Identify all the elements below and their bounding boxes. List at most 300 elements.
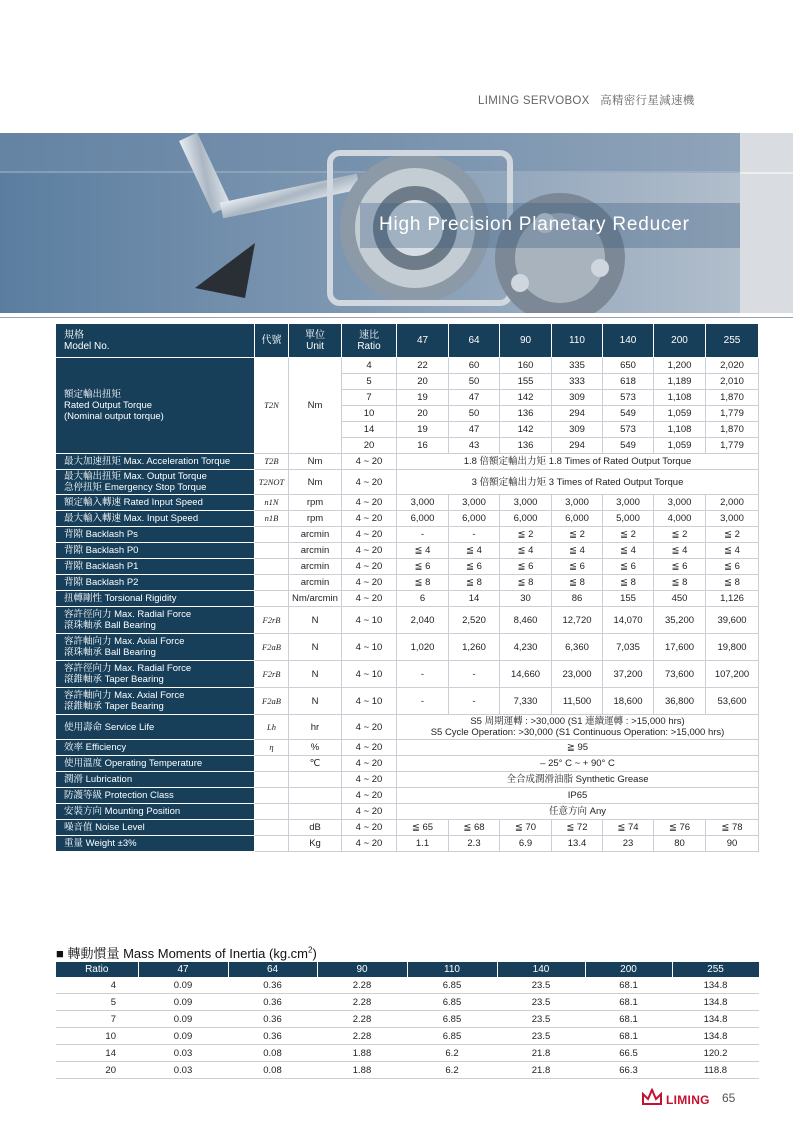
value-cell: 73,600 — [654, 661, 706, 688]
ratio-cell: 4 ~ 10 — [342, 634, 397, 661]
ratio-cell: 4 ~ 20 — [342, 772, 397, 788]
value-cell: 0.09 — [138, 977, 228, 994]
unit-cell: N — [289, 607, 342, 634]
value-cell: 160 — [500, 358, 552, 374]
table-row — [56, 1062, 759, 1079]
value-cell: 12,720 — [552, 607, 603, 634]
value-cell: - — [397, 688, 449, 715]
value-cell: – 25° C ~ + 90° C — [397, 756, 759, 772]
value-cell: 134.8 — [672, 977, 759, 994]
header-code: 代號 — [255, 324, 289, 358]
value-cell: IP65 — [397, 788, 759, 804]
value-cell: 618 — [603, 374, 654, 390]
value-cell: 0.36 — [228, 977, 317, 994]
value-cell: 66.5 — [585, 1045, 672, 1062]
max-speed-label: 最大輸入轉速 Max. Input Speed — [56, 511, 255, 527]
value-cell: ≦ 6 — [552, 559, 603, 575]
radial-ball-label: 容許徑向力 Max. Radial Force 滾珠軸承 Ball Bearing — [56, 607, 255, 634]
value-cell: 0.36 — [228, 994, 317, 1011]
header-size: 90 — [500, 324, 552, 358]
value-cell: 2,000 — [706, 495, 759, 511]
ratio-cell: 4 ~ 20 — [342, 559, 397, 575]
value-cell: 3,000 — [500, 495, 552, 511]
code-cell: T2B — [255, 454, 289, 470]
value-cell: 549 — [603, 438, 654, 454]
value-cell: ≦ 6 — [449, 559, 500, 575]
value-cell: ≦ 70 — [500, 820, 552, 836]
axial-ball-label: 容許軸向力 Max. Axial Force 滾珠軸承 Ball Bearing — [56, 634, 255, 661]
spec-header-row — [56, 324, 759, 358]
value-cell: 6.2 — [407, 1062, 497, 1079]
backlash-p0-label: 背隙 Backlash P0 — [56, 543, 255, 559]
header-ratio: 速比 Ratio — [342, 324, 397, 358]
header-size: 110 — [552, 324, 603, 358]
ratio-cell: 4 ~ 20 — [342, 804, 397, 820]
table-row — [56, 634, 759, 661]
value-cell: 13.4 — [552, 836, 603, 852]
value-cell: 1,059 — [654, 438, 706, 454]
value-cell: 1.1 — [397, 836, 449, 852]
value-cell: 1.88 — [317, 1062, 407, 1079]
value-cell: ≦ 72 — [552, 820, 603, 836]
noise-label: 噪音值 Noise Level — [56, 820, 255, 836]
unit-cell — [289, 788, 342, 804]
code-cell — [255, 559, 289, 575]
code-cell: Lh — [255, 715, 289, 740]
value-cell: 6.85 — [407, 1011, 497, 1028]
value-cell: 22 — [397, 358, 449, 374]
value-cell: 0.36 — [228, 1028, 317, 1045]
value-cell: ≦ 4 — [706, 543, 759, 559]
table-row — [56, 527, 759, 543]
unit-cell: arcmin — [289, 575, 342, 591]
code-cell — [255, 804, 289, 820]
mounting-label: 安裝方向 Mounting Position — [56, 804, 255, 820]
value-cell: 1.88 — [317, 1045, 407, 1062]
value-cell: 2,520 — [449, 607, 500, 634]
ratio-cell: 4 ~ 10 — [342, 661, 397, 688]
unit-cell — [289, 804, 342, 820]
ratio-cell: 4 ~ 20 — [342, 511, 397, 527]
code-cell — [255, 543, 289, 559]
ratio-cell: 4 ~ 20 — [342, 756, 397, 772]
value-cell: ≦ 6 — [603, 559, 654, 575]
unit-cell: N — [289, 688, 342, 715]
ratio-cell: 4 ~ 20 — [342, 591, 397, 607]
code-cell — [255, 575, 289, 591]
value-cell: ≦ 4 — [654, 543, 706, 559]
value-cell: 23.5 — [497, 1028, 585, 1045]
table-row — [56, 1045, 759, 1062]
value-cell: 6.85 — [407, 977, 497, 994]
backlash-ps-label: 背隙 Backlash Ps — [56, 527, 255, 543]
value-cell: 90 — [706, 836, 759, 852]
value-cell: - — [449, 688, 500, 715]
table-row — [56, 559, 759, 575]
value-cell: 309 — [552, 390, 603, 406]
header-size: 200 — [654, 324, 706, 358]
unit-cell: % — [289, 740, 342, 756]
value-cell: 573 — [603, 390, 654, 406]
inertia-header-cell: 140 — [497, 962, 585, 977]
table-row — [56, 543, 759, 559]
header-size: 255 — [706, 324, 759, 358]
page-number: 65 — [722, 1091, 736, 1105]
value-cell: 66.3 — [585, 1062, 672, 1079]
value-cell: 3,000 — [603, 495, 654, 511]
value-cell: 23,000 — [552, 661, 603, 688]
unit-cell: ℃ — [289, 756, 342, 772]
value-cell: 全合成潤滑油脂 Synthetic Grease — [397, 772, 759, 788]
value-cell: 3,000 — [654, 495, 706, 511]
value-cell: 2.28 — [317, 1028, 407, 1045]
value-cell: 68.1 — [585, 1011, 672, 1028]
table-row — [56, 788, 759, 804]
ratio-cell: 20 — [56, 1062, 138, 1079]
value-cell: 3,000 — [552, 495, 603, 511]
value-cell: ≦ 65 — [397, 820, 449, 836]
header-unit: 單位 Unit — [289, 324, 342, 358]
specification-table — [55, 323, 759, 852]
value-cell: 2.28 — [317, 994, 407, 1011]
value-cell: 43 — [449, 438, 500, 454]
value-cell: 20 — [397, 406, 449, 422]
ratio-cell: 4 ~ 10 — [342, 607, 397, 634]
value-cell: 19,800 — [706, 634, 759, 661]
value-cell: 450 — [654, 591, 706, 607]
radial-taper-label: 容許徑向力 Max. Radial Force 滾錐軸承 Taper Bearing — [56, 661, 255, 688]
ratio-cell: 4 ~ 20 — [342, 454, 397, 470]
value-cell: - — [449, 661, 500, 688]
value-cell: 3,000 — [449, 495, 500, 511]
value-cell: 573 — [603, 422, 654, 438]
value-cell: 任意方向 Any — [397, 804, 759, 820]
table-row — [56, 994, 759, 1011]
value-cell: 2.28 — [317, 1011, 407, 1028]
table-row — [56, 977, 759, 994]
code-cell: T2N — [255, 358, 289, 454]
table-row — [56, 1011, 759, 1028]
liming-logo — [641, 1088, 710, 1111]
value-cell: 120.2 — [672, 1045, 759, 1062]
value-cell: 68.1 — [585, 977, 672, 994]
ratio-cell: 4 ~ 20 — [342, 740, 397, 756]
ratio-cell: 4 ~ 20 — [342, 575, 397, 591]
value-cell: 1,260 — [449, 634, 500, 661]
efficiency-label: 效率 Efficiency — [56, 740, 255, 756]
unit-cell: arcmin — [289, 543, 342, 559]
ratio-cell: 4 ~ 10 — [342, 688, 397, 715]
code-cell: n1B — [255, 511, 289, 527]
value-cell: 7,035 — [603, 634, 654, 661]
value-cell: 2,010 — [706, 374, 759, 390]
table-row — [56, 511, 759, 527]
logo-mark-icon — [641, 1088, 663, 1111]
value-cell: 1,108 — [654, 422, 706, 438]
value-cell: 5,000 — [603, 511, 654, 527]
value-cell: 294 — [552, 438, 603, 454]
value-cell: 1,870 — [706, 390, 759, 406]
value-cell: 142 — [500, 422, 552, 438]
value-cell: 19 — [397, 422, 449, 438]
value-cell: 11,500 — [552, 688, 603, 715]
value-cell: ≦ 6 — [500, 559, 552, 575]
value-cell: - — [397, 661, 449, 688]
value-cell: ≦ 8 — [654, 575, 706, 591]
value-cell: ≦ 2 — [706, 527, 759, 543]
value-cell: ≦ 6 — [706, 559, 759, 575]
ratio-cell: 7 — [56, 1011, 138, 1028]
value-cell: 6.2 — [407, 1045, 497, 1062]
value-cell: ≦ 2 — [552, 527, 603, 543]
inertia-header-cell: 110 — [407, 962, 497, 977]
value-cell: 0.03 — [138, 1045, 228, 1062]
value-cell: ≦ 6 — [654, 559, 706, 575]
code-cell — [255, 527, 289, 543]
table-row — [56, 661, 759, 688]
unit-cell — [289, 772, 342, 788]
ratio-cell: 5 — [342, 374, 397, 390]
code-cell — [255, 772, 289, 788]
value-cell: 1,779 — [706, 406, 759, 422]
value-cell: 107,200 — [706, 661, 759, 688]
code-cell — [255, 836, 289, 852]
value-cell: 39,600 — [706, 607, 759, 634]
value-cell: 0.09 — [138, 994, 228, 1011]
value-cell: 1,020 — [397, 634, 449, 661]
value-cell: ≦ 8 — [449, 575, 500, 591]
unit-cell: Nm/arcmin — [289, 591, 342, 607]
unit-cell: arcmin — [289, 559, 342, 575]
table-row — [56, 591, 759, 607]
unit-cell: hr — [289, 715, 342, 740]
inertia-header-row — [56, 962, 759, 977]
value-cell: 6,000 — [552, 511, 603, 527]
unit-cell: Nm — [289, 454, 342, 470]
value-cell: 6,000 — [397, 511, 449, 527]
value-cell: ≦ 2 — [654, 527, 706, 543]
value-cell: 1,200 — [654, 358, 706, 374]
value-cell: - — [397, 527, 449, 543]
page-header — [478, 92, 695, 108]
value-cell: 23.5 — [497, 977, 585, 994]
value-cell: 1,779 — [706, 438, 759, 454]
axial-taper-label: 容許軸向力 Max. Axial Force 滾錐軸承 Taper Bearing — [56, 688, 255, 715]
value-cell: 68.1 — [585, 1028, 672, 1045]
inertia-header-cell: 200 — [585, 962, 672, 977]
unit-cell: rpm — [289, 511, 342, 527]
value-cell: 134.8 — [672, 1011, 759, 1028]
value-cell: 35,200 — [654, 607, 706, 634]
header-subtitle: 高精密行星減速機 — [600, 95, 695, 107]
code-cell: η — [255, 740, 289, 756]
code-cell: T2NOT — [255, 470, 289, 495]
value-cell: ≦ 4 — [449, 543, 500, 559]
table-row — [56, 804, 759, 820]
divider — [0, 317, 793, 318]
value-cell: 118.8 — [672, 1062, 759, 1079]
value-cell: 335 — [552, 358, 603, 374]
table-row — [56, 772, 759, 788]
ratio-cell: 4 ~ 20 — [342, 836, 397, 852]
table-row — [56, 575, 759, 591]
value-cell: 6.85 — [407, 994, 497, 1011]
ratio-cell: 4 ~ 20 — [342, 470, 397, 495]
table-row — [56, 358, 759, 374]
value-cell: - — [449, 527, 500, 543]
code-cell: F2rB — [255, 607, 289, 634]
ratio-cell: 14 — [56, 1045, 138, 1062]
table-row — [56, 454, 759, 470]
inertia-header-cell: 255 — [672, 962, 759, 977]
value-cell: 6,000 — [449, 511, 500, 527]
value-cell: 0.36 — [228, 1011, 317, 1028]
table-row — [56, 470, 759, 495]
lubrication-label: 潤滑 Lubrication — [56, 772, 255, 788]
ratio-cell: 10 — [342, 406, 397, 422]
ratio-cell: 4 ~ 20 — [342, 715, 397, 740]
unit-cell: dB — [289, 820, 342, 836]
unit-cell: rpm — [289, 495, 342, 511]
value-cell: 309 — [552, 422, 603, 438]
value-cell: 2,020 — [706, 358, 759, 374]
value-cell: S5 周期運轉 : >30,000 (S1 連續運轉 : >15,000 hrs) S5 Cycle Operation: >30,000 (S1 Continuous Operation: >15,000 hrs) — [397, 715, 759, 740]
header-size: 140 — [603, 324, 654, 358]
value-cell: 6.9 — [500, 836, 552, 852]
value-cell: 294 — [552, 406, 603, 422]
value-cell: 2.28 — [317, 977, 407, 994]
value-cell: ≦ 4 — [603, 543, 654, 559]
value-cell: ≦ 8 — [706, 575, 759, 591]
value-cell: 7,330 — [500, 688, 552, 715]
table-row — [56, 820, 759, 836]
value-cell: ≦ 4 — [552, 543, 603, 559]
header-size: 47 — [397, 324, 449, 358]
value-cell: 21.8 — [497, 1045, 585, 1062]
emergency-torque-label: 最大輸出扭矩 Max. Output Torque 急停扭矩 Emergency Stop Torque — [56, 470, 255, 495]
header-model: 規格 Model No. — [56, 324, 255, 358]
code-cell: F2rB — [255, 661, 289, 688]
value-cell: 14 — [449, 591, 500, 607]
value-cell: 6,360 — [552, 634, 603, 661]
unit-cell: arcmin — [289, 527, 342, 543]
value-cell: 6,000 — [500, 511, 552, 527]
value-cell: 47 — [449, 390, 500, 406]
table-row — [56, 836, 759, 852]
temperature-label: 使用溫度 Operating Temperature — [56, 756, 255, 772]
value-cell: 155 — [500, 374, 552, 390]
header-size: 64 — [449, 324, 500, 358]
ratio-cell: 4 ~ 20 — [342, 543, 397, 559]
value-cell: 0.09 — [138, 1028, 228, 1045]
value-cell: 8,460 — [500, 607, 552, 634]
ratio-cell: 4 — [342, 358, 397, 374]
value-cell: ≦ 6 — [397, 559, 449, 575]
rated-speed-label: 額定輸入轉速 Rated Input Speed — [56, 495, 255, 511]
value-cell: 17,600 — [654, 634, 706, 661]
table-row — [56, 495, 759, 511]
protection-label: 防護等級 Protection Class — [56, 788, 255, 804]
value-cell: ≦ 8 — [397, 575, 449, 591]
value-cell: ≦ 68 — [449, 820, 500, 836]
service-life-label: 使用壽命 Service Life — [56, 715, 255, 740]
inertia-header-cell: 90 — [317, 962, 407, 977]
table-row — [56, 715, 759, 740]
value-cell: 2.3 — [449, 836, 500, 852]
value-cell: 23.5 — [497, 994, 585, 1011]
value-cell: 6.85 — [407, 1028, 497, 1045]
unit-cell: Kg — [289, 836, 342, 852]
brand-text: LIMING SERVOBOX — [478, 95, 590, 107]
value-cell: 20 — [397, 374, 449, 390]
value-cell: ≦ 4 — [397, 543, 449, 559]
ratio-cell: 7 — [342, 390, 397, 406]
value-cell: 549 — [603, 406, 654, 422]
unit-cell: N — [289, 634, 342, 661]
value-cell: 1,189 — [654, 374, 706, 390]
value-cell: 1,059 — [654, 406, 706, 422]
value-cell: 50 — [449, 406, 500, 422]
value-cell: ≦ 8 — [500, 575, 552, 591]
value-cell: 1,126 — [706, 591, 759, 607]
value-cell: 30 — [500, 591, 552, 607]
value-cell: ≦ 78 — [706, 820, 759, 836]
value-cell: ≦ 2 — [603, 527, 654, 543]
rated-torque-label: 額定輸出扭矩 Rated Output Torque (Nominal output torque) — [56, 358, 255, 454]
value-cell: 0.09 — [138, 1011, 228, 1028]
value-cell: 142 — [500, 390, 552, 406]
value-cell: 37,200 — [603, 661, 654, 688]
code-cell: F2aB — [255, 688, 289, 715]
inertia-header-cell: 47 — [138, 962, 228, 977]
code-cell — [255, 756, 289, 772]
ratio-cell: 5 — [56, 994, 138, 1011]
value-cell: 4,000 — [654, 511, 706, 527]
value-cell: ≦ 4 — [500, 543, 552, 559]
value-cell: 650 — [603, 358, 654, 374]
value-cell: 50 — [449, 374, 500, 390]
value-cell: 6 — [397, 591, 449, 607]
backlash-p2-label: 背隙 Backlash P2 — [56, 575, 255, 591]
torsional-rigidity-label: 扭轉剛性 Torsional Rigidity — [56, 591, 255, 607]
value-cell: 21.8 — [497, 1062, 585, 1079]
table-row — [56, 688, 759, 715]
unit-cell: N — [289, 661, 342, 688]
code-cell: F2aB — [255, 634, 289, 661]
value-cell: 3,000 — [397, 495, 449, 511]
code-cell — [255, 820, 289, 836]
value-cell: ≦ 76 — [654, 820, 706, 836]
code-cell — [255, 591, 289, 607]
value-cell: 14,070 — [603, 607, 654, 634]
value-cell: 0.03 — [138, 1062, 228, 1079]
ratio-cell: 4 ~ 20 — [342, 527, 397, 543]
value-cell: 0.08 — [228, 1062, 317, 1079]
ratio-cell: 4 ~ 20 — [342, 495, 397, 511]
value-cell: 36,800 — [654, 688, 706, 715]
value-cell: 53,600 — [706, 688, 759, 715]
value-cell: ≦ 2 — [500, 527, 552, 543]
value-cell: ≧ 95 — [397, 740, 759, 756]
table-row — [56, 607, 759, 634]
inertia-header-cell: 64 — [228, 962, 317, 977]
ratio-cell: 14 — [342, 422, 397, 438]
table-row — [56, 756, 759, 772]
value-cell: 60 — [449, 358, 500, 374]
value-cell: 1,108 — [654, 390, 706, 406]
value-cell: 18,600 — [603, 688, 654, 715]
unit-cell: Nm — [289, 470, 342, 495]
